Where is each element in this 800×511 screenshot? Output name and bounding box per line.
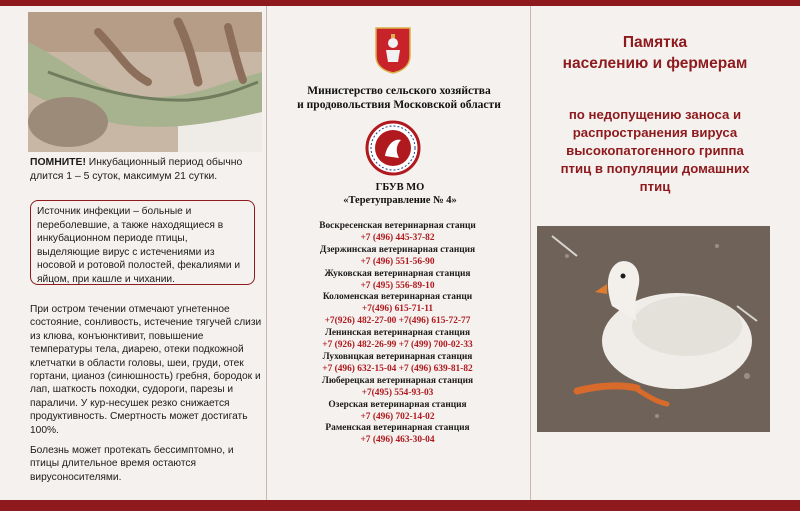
fold-line-left xyxy=(266,6,267,500)
station-phone: +7 (926) 482-26-99 +7 (499) 700-02-33 xyxy=(322,340,473,351)
ministry-line-2: и продовольствия Московской области xyxy=(297,99,501,111)
station-phone: +7(496) 615-71-11 xyxy=(361,304,434,315)
ministry-name xyxy=(274,84,524,112)
sick-goose-photo xyxy=(537,226,770,432)
station-phone: +7 (495) 556-89-10 xyxy=(360,280,435,291)
gbuv-department: «Теретуправление № 4» xyxy=(343,195,457,206)
station-list xyxy=(290,221,505,447)
infection-source-box xyxy=(30,200,255,285)
station-name: Люберецкая ветеринарная станция xyxy=(321,375,474,386)
gbuv-block xyxy=(290,181,510,207)
station-name: Коломенская ветеринарная станци xyxy=(322,292,473,303)
carrier-paragraph: Болезнь может протекать бессимптомно, и птицы длительное время остаются вирусоносителями. xyxy=(30,445,234,483)
symptoms-paragraph: При остром течении отмечают угнетенное состояние, сонливость, истечение тягучей слизи из клюва, конъюнктивит, повышение температуры тела, диарею, отеки подкожной клетчатки в области головы, шеи, груди, отек гортани, цианоз (синюшность) гребня, бородок и лап, шаткость походки, судороги, парезы и параличи. У кур-несушек резко снижается продуктивность. Смертность может достигать 100%. xyxy=(30,304,262,436)
top-border xyxy=(0,0,800,6)
station-name: Ленинская ветеринарная станция xyxy=(324,328,471,339)
moscow-region-coat-of-arms-icon xyxy=(374,26,412,74)
title-line-2: населению и фермерам xyxy=(562,55,748,72)
bottom-border xyxy=(0,500,800,511)
subtitle-line-1: по недопущению заноса и xyxy=(568,107,742,122)
station-name: Жуковская ветеринарная станция xyxy=(324,268,471,279)
incubation-notice xyxy=(30,156,270,183)
leaflet-title xyxy=(540,32,770,74)
station-phone: +7 (496) 445-37-82 xyxy=(360,232,435,243)
fold-line-right xyxy=(530,6,531,500)
infection-source-text: Источник инфекции – больные и переболевшие, а также находящиеся в инкубационном периоде птицы, выделяющие вирус с истечениями из носовой и ротовой полостей, фекалиями и яйцом, при кашле и чихании. xyxy=(37,206,241,285)
station-phone: +7(926) 482-27-00 +7(496) 615-72-77 xyxy=(324,316,471,327)
station-phone: +7 (496) 702-14-02 xyxy=(360,411,435,422)
station-name: Дзержинская ветеринарная станция xyxy=(319,244,476,255)
title-line-1: Памятка xyxy=(622,34,688,51)
station-phone: +7 (496) 463-30-04 xyxy=(360,435,435,446)
station-name: Воскресенская ветеринарная станци xyxy=(319,221,476,231)
veterinary-service-emblem-icon xyxy=(365,120,421,176)
station-phone: +7 (496) 551-56-90 xyxy=(360,256,435,267)
station-name: Луховицкая ветеринарная станция xyxy=(322,351,473,362)
leaflet-subtitle xyxy=(540,106,770,196)
station-name: Озерская ветеринарная станция xyxy=(328,399,467,410)
subtitle-line-4: птиц в популяции домашних xyxy=(560,161,750,176)
subtitle-line-2: распространения вируса xyxy=(572,125,738,140)
ministry-line-1: Министерство сельского хозяйства xyxy=(307,85,491,97)
remember-label: ПОМНИТЕ! xyxy=(30,157,86,168)
station-phone: +7 (496) 632-15-04 +7 (496) 639-81-82 xyxy=(322,363,473,374)
gbuv-name: ГБУВ МО xyxy=(375,182,425,193)
bird-feet-photo xyxy=(28,12,262,152)
station-name: Раменская ветеринарная станция xyxy=(325,423,470,434)
station-phone: +7(495) 554-93-03 xyxy=(361,387,434,398)
incubation-text: Инкубационный период обычно длится 1 – 5 суток, максимум 21 сутки. xyxy=(30,157,243,182)
subtitle-line-3: высокопатогенного гриппа xyxy=(566,143,744,158)
subtitle-line-5: птиц xyxy=(639,179,671,194)
